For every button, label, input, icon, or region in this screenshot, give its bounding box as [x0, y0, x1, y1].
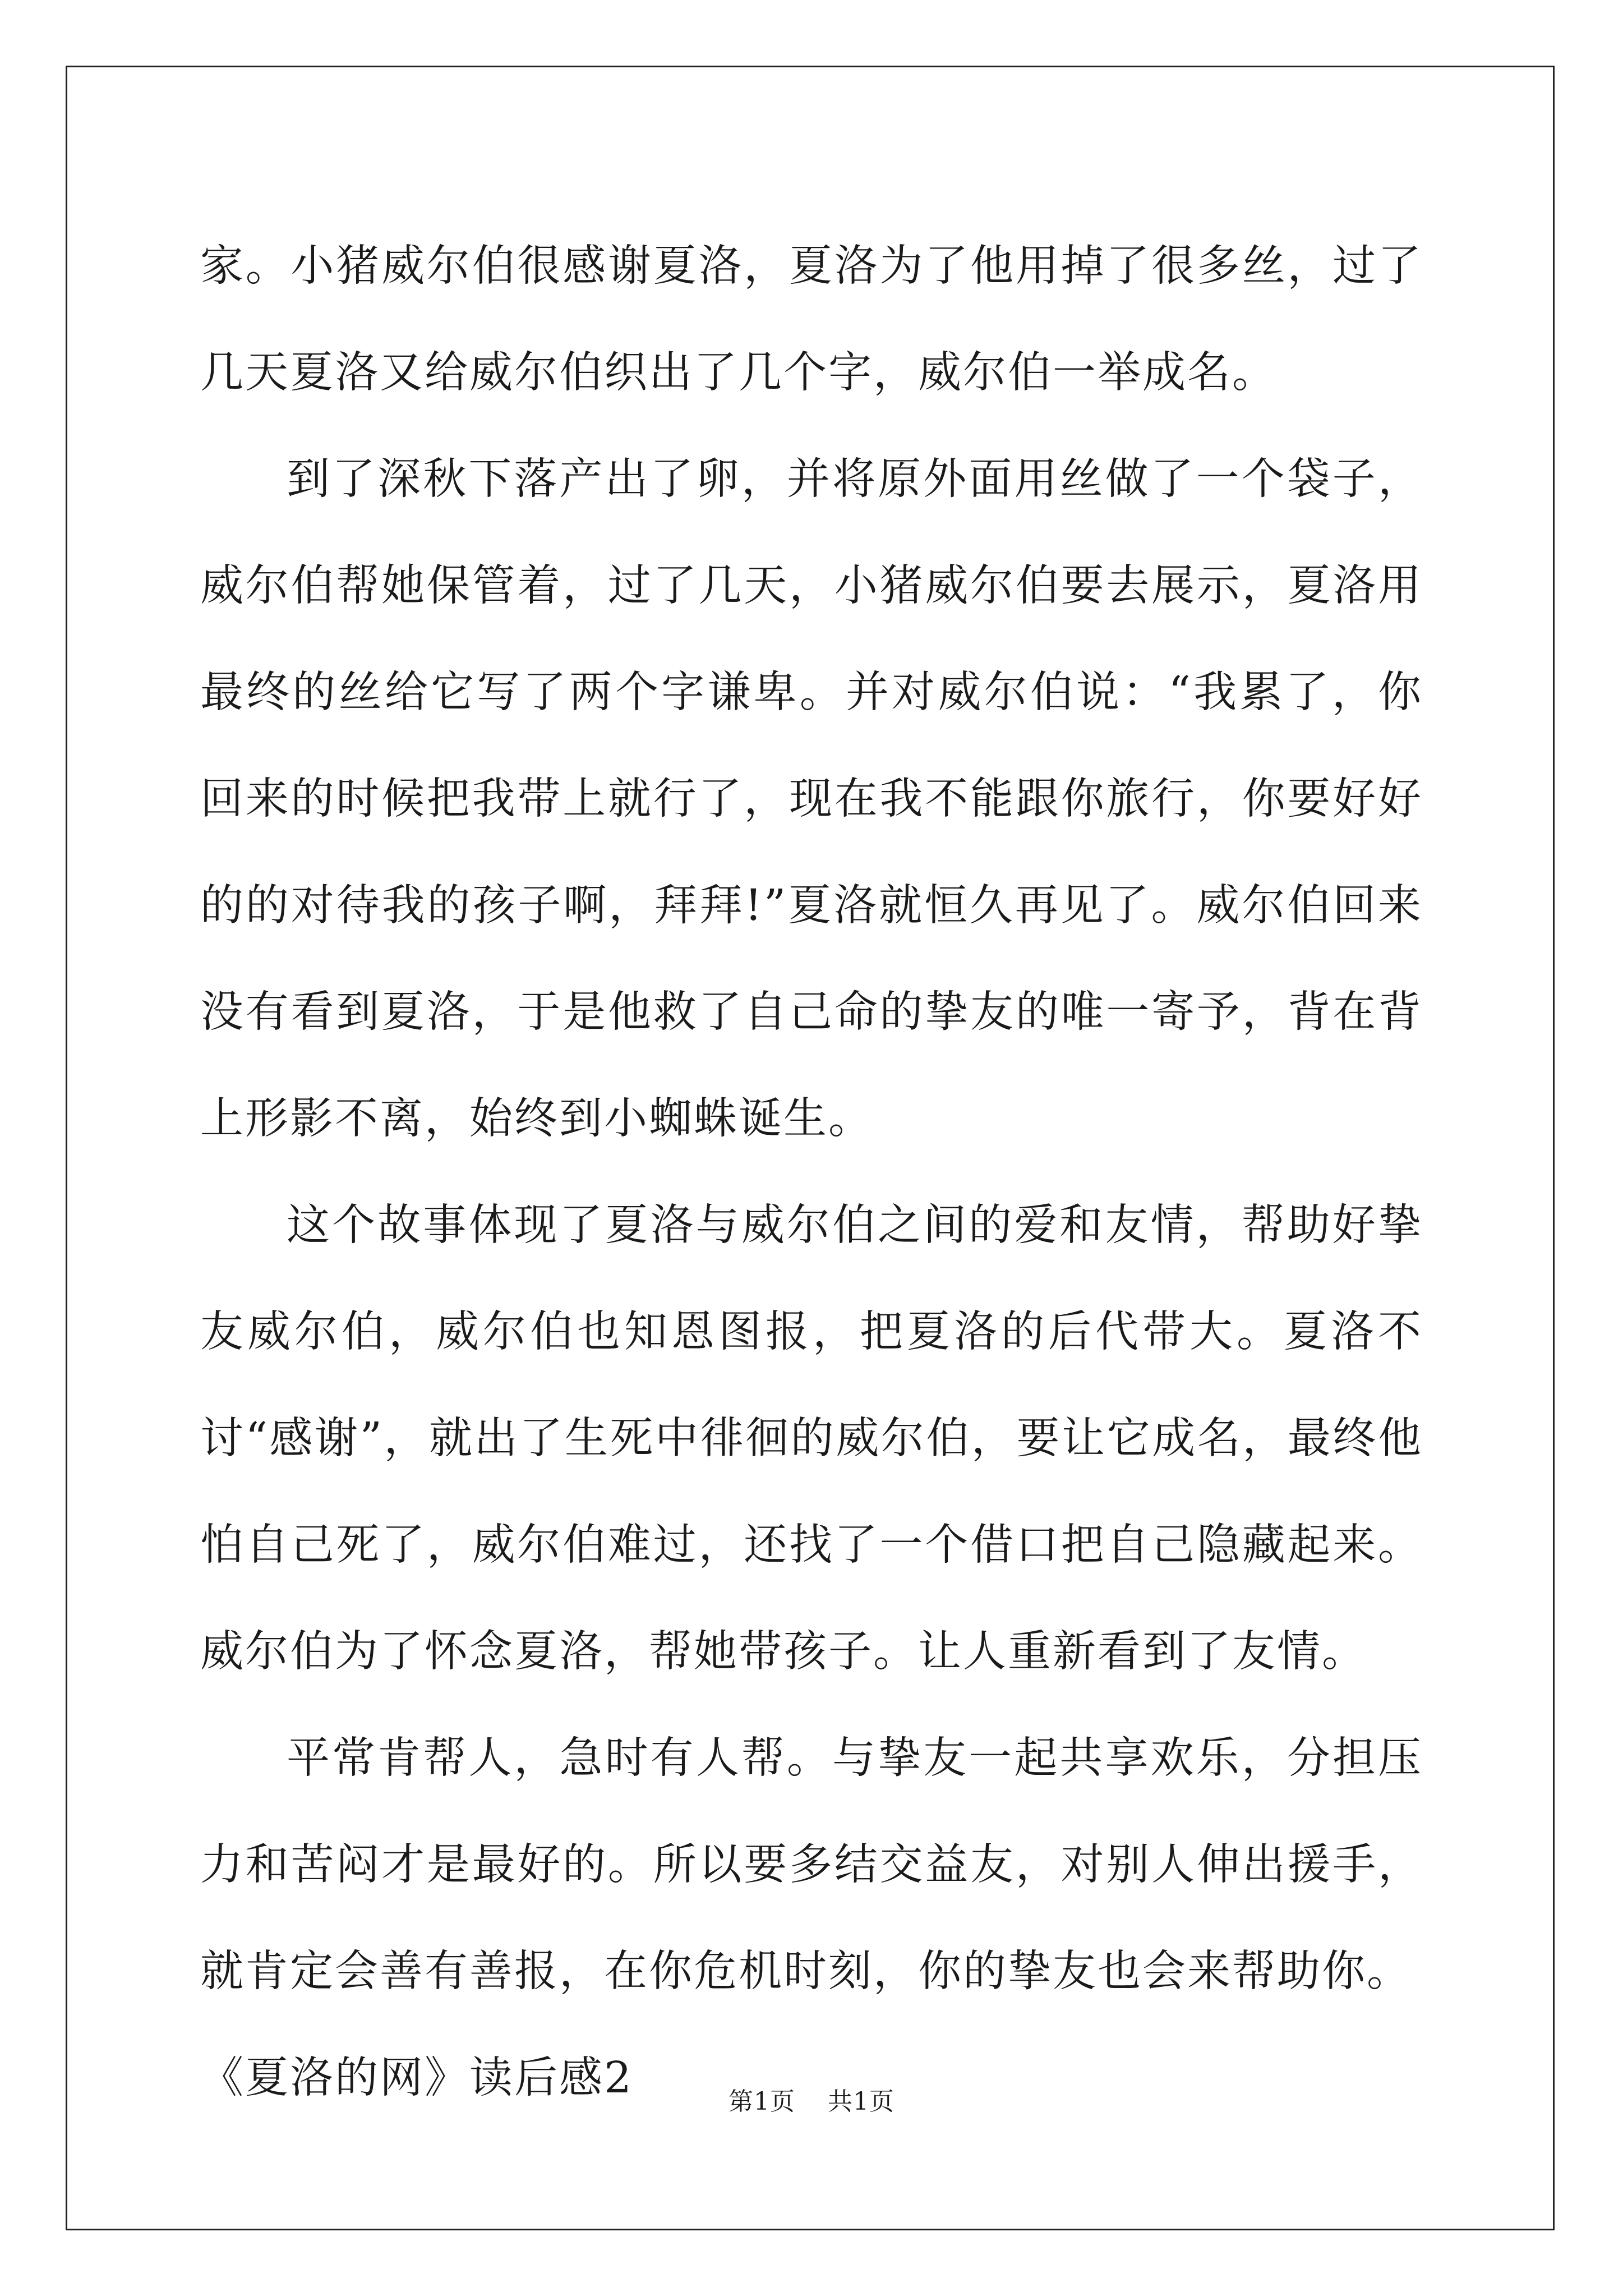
section-heading: 《夏洛的网》读后感2	[200, 2053, 633, 2103]
page-number: 第1页	[728, 2087, 795, 2116]
page-footer	[0, 2081, 1623, 2117]
paragraph: 这个故事体现了夏洛与威尔伯之间的爱和友情，帮助好挚友威尔伯，威尔伯也知恩图报，把夏洛的后代带大。夏洛不讨“感谢”，就出了生死中徘徊的威尔伯，要让它成名，最终他怕自己死了，威尔伯难过，还找了一个借口把自己隐藏起来。威尔伯为了怀念夏洛，帮她带孩子。让人重新看到了友情。	[200, 1200, 1423, 1677]
paragraph: 平常肯帮人，急时有人帮。与挚友一起共享欢乐，分担压力和苦闷才是最好的。所以要多结交益友，对别人伸出援手，就肯定会善有善报，在你危机时刻，你的挚友也会来帮助你。	[200, 1733, 1423, 1996]
page-total: 共1页	[828, 2087, 895, 2116]
paragraph: 家。小猪威尔伯很感谢夏洛，夏洛为了他用掉了很多丝，过了几天夏洛又给威尔伯织出了几个字，威尔伯一举成名。	[200, 241, 1423, 398]
paragraph: 到了深秋下落产出了卵，并将原外面用丝做了一个袋子，威尔伯帮她保管着，过了几天，小猪威尔伯要去展示，夏洛用最终的丝给它写了两个字谦卑。并对威尔伯说：“我累了，你回来的时候把我带上就行了，现在我不能跟你旅行，你要好好的的对待我的孩子啊，拜拜!”夏洛就恒久再见了。威尔伯回来没有看到夏洛，于是他救了自己命的挚友的唯一寄予，背在背上形影不离，始终到小蜘蛛诞生。	[200, 454, 1423, 1144]
document-body	[200, 213, 1423, 2132]
